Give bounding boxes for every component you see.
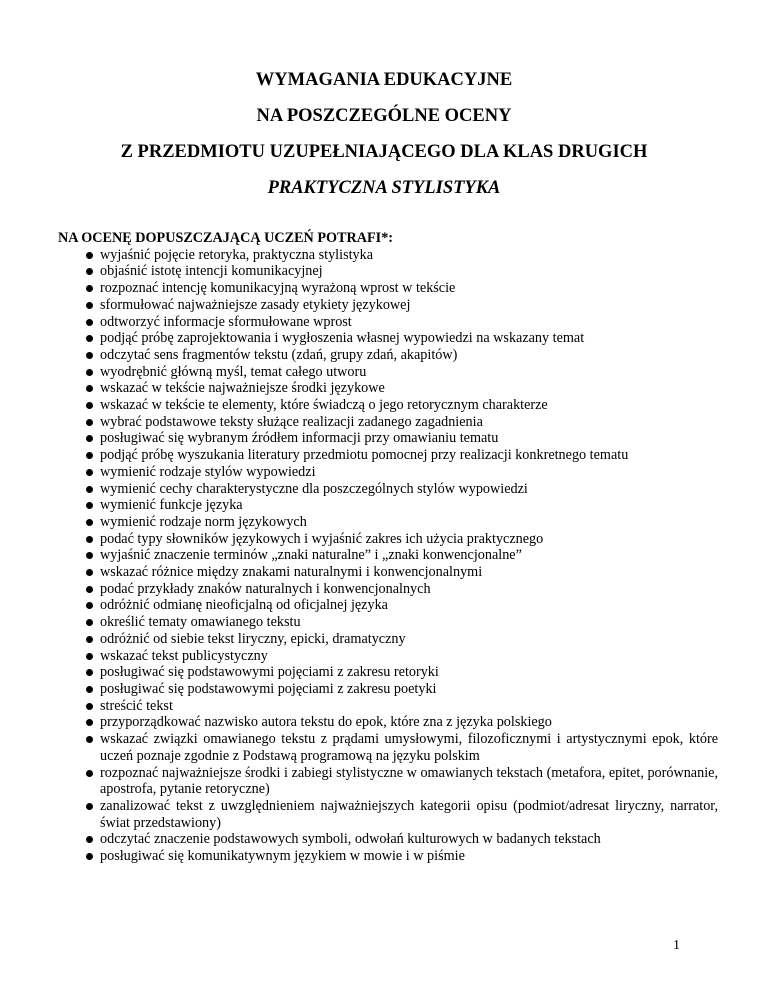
list-item-text: wskazać związki omawianego tekstu z prądami umysłowymi, filozoficznymi i artystycznymi epok, które uczeń poznaje zgodnie z Podstawą programową na języku polskim [100,731,718,764]
list-item [58,648,718,665]
list-item [58,497,718,514]
bullet-icon [86,602,93,609]
list-item-text: odczytać znaczenie podstawowych symboli, odwołań kulturowych w badanych tekstach [100,831,601,848]
list-item-text: odczytać sens fragmentów tekstu (zdań, grupy zdań, akapitów) [100,346,458,363]
bullet-icon [86,285,93,292]
list-item [58,263,718,280]
list-item-text: wyjaśnić znaczenie terminów „znaki naturalne” i „znaki konwencjonalne” [100,547,522,564]
list-item [58,581,718,598]
section-heading: NA OCENĘ DOPUSZCZAJĄCĄ UCZEŃ POTRAFI*: [58,230,394,246]
bullet-icon [86,569,93,576]
list-item-text: wskazać w tekście najważniejsze środki językowe [100,380,385,397]
bullet-icon [86,435,93,442]
list-item [58,798,718,831]
list-item [58,297,718,314]
bullet-icon [86,252,93,259]
list-item [58,547,718,564]
list-item [58,380,718,397]
list-item [58,447,718,464]
bullet-icon [86,469,93,476]
list-item-text: wymienić rodzaje stylów wypowiedzi [100,463,316,480]
list-item-text: posługiwać się wybranym źródłem informacji przy omawianiu tematu [100,430,499,447]
document-subtitle: PRAKTYCZNA STYLISTYKA [267,178,501,198]
list-item [58,247,718,264]
bullet-icon [86,736,93,743]
list-item [58,664,718,681]
bullet-icon [86,686,93,693]
list-item [58,831,718,848]
bullet-icon [86,719,93,726]
bullet-icon [86,319,93,326]
bullet-icon [86,770,93,777]
bullet-icon [86,703,93,710]
list-item-text: wskazać tekst publicystyczny [100,647,268,664]
list-item [58,631,718,648]
list-item-text: przyporządkować nazwisko autora tekstu do epok, które zna z języka polskiego [100,714,552,731]
list-item [58,698,718,715]
list-item-text: wskazać w tekście te elementy, które świadczą o jego retorycznym charakterze [100,397,548,414]
list-item [58,364,718,381]
list-item-text: podjąć próbę zaprojektowania i wygłoszenia własnej wypowiedzi na wskazany temat [100,330,585,347]
list-item [58,731,718,764]
bullet-icon [86,519,93,526]
list-item-text: odtworzyć informacje sformułowane wprost [100,313,352,330]
bullet-icon [86,486,93,493]
bullet-icon [86,369,93,376]
list-item [58,464,718,481]
bullet-icon [86,803,93,810]
bullet-icon [86,653,93,660]
list-item [58,765,718,798]
list-item-text: posługiwać się komunikatywnym językiem w mowie i w piśmie [100,848,465,865]
list-item [58,414,718,431]
requirements-list [58,247,718,865]
list-item-text: posługiwać się podstawowymi pojęciami z zakresu retoryki [100,664,439,681]
title-line-1: WYMAGANIA EDUKACYJNE [255,70,513,90]
bullet-icon [86,619,93,626]
list-item-text: odróżnić odmianę nieoficjalną od oficjalnej języka [100,597,388,614]
bullet-icon [86,502,93,509]
list-item-text: odróżnić od siebie tekst liryczny, epicki, dramatyczny [100,630,406,647]
list-item [58,481,718,498]
bullet-icon [86,636,93,643]
list-item [58,430,718,447]
list-item-text: streścić tekst [100,697,173,714]
list-item-text: wyjaśnić pojęcie retoryka, praktyczna stylistyka [100,246,374,263]
list-item-text: wskazać różnice między znakami naturalnymi i konwencjonalnymi [100,564,483,581]
bullet-icon [86,669,93,676]
list-item-text: zanalizować tekst z uwzględnieniem najważniejszych kategorii opisu (podmiot/adresat liryczny, narrator, świat przedstawiony) [100,797,718,831]
list-item [58,614,718,631]
bullet-icon [86,552,93,559]
bullet-icon [86,853,93,860]
list-item [58,848,718,865]
list-item-text: określić tematy omawianego tekstu [100,614,301,631]
list-item-text: sformułować najważniejsze zasady etykiety językowej [100,296,411,313]
document-header [0,62,768,206]
title-line-3: Z PRZEDMIOTU UZUPEŁNIAJĄCEGO DLA KLAS DRUGICH [120,142,648,162]
bullet-icon [86,536,93,543]
list-item [58,714,718,731]
list-item-text: wyodrębnić główną myśl, temat całego utworu [100,363,367,380]
bullet-icon [86,586,93,593]
bullet-icon [86,385,93,392]
bullet-icon [86,452,93,459]
list-item-text: podać typy słowników językowych i wyjaśnić zakres ich użycia praktycznego [100,530,544,547]
list-item [58,597,718,614]
list-item-text: wymienić rodzaje norm językowych [100,513,307,530]
list-item [58,397,718,414]
bullet-icon [86,402,93,409]
list-item-text: wymienić cechy charakterystyczne dla poszczególnych stylów wypowiedzi [100,480,528,497]
bullet-icon [86,419,93,426]
page-number: 1 [673,938,680,953]
list-item-text: podjąć próbę wyszukania literatury przedmiotu pomocnej przy realizacji konkretnego tematu [100,447,629,464]
list-item-text: posługiwać się podstawowymi pojęciami z zakresu poetyki [100,680,437,697]
list-item [58,314,718,331]
list-item-text: rozpoznać najważniejsze środki i zabiegi stylistyczne w omawianych tekstach (metafora, epitet, porównanie, apostrofa, pytanie retoryczne) [100,764,718,798]
list-item [58,280,718,297]
list-item [58,564,718,581]
list-item-text: wybrać podstawowe teksty służące realizacji zadanego zagadnienia [100,413,483,430]
title-line-2: NA POSZCZEGÓLNE OCENY [256,106,512,126]
list-item-text: rozpoznać intencję komunikacyjną wyrażoną wprost w tekście [100,280,456,297]
bullet-icon [86,302,93,309]
list-item [58,514,718,531]
bullet-icon [86,836,93,843]
list-item-text: objaśnić istotę intencji komunikacyjnej [100,263,323,280]
list-item [58,531,718,548]
list-item [58,347,718,364]
list-item [58,681,718,698]
requirements-section [58,230,718,865]
list-item [58,330,718,347]
list-item-text: podać przykłady znaków naturalnych i konwencjonalnych [100,580,431,597]
bullet-icon [86,352,93,359]
list-item-text: wymienić funkcje języka [100,497,243,514]
bullet-icon [86,268,93,275]
bullet-icon [86,335,93,342]
